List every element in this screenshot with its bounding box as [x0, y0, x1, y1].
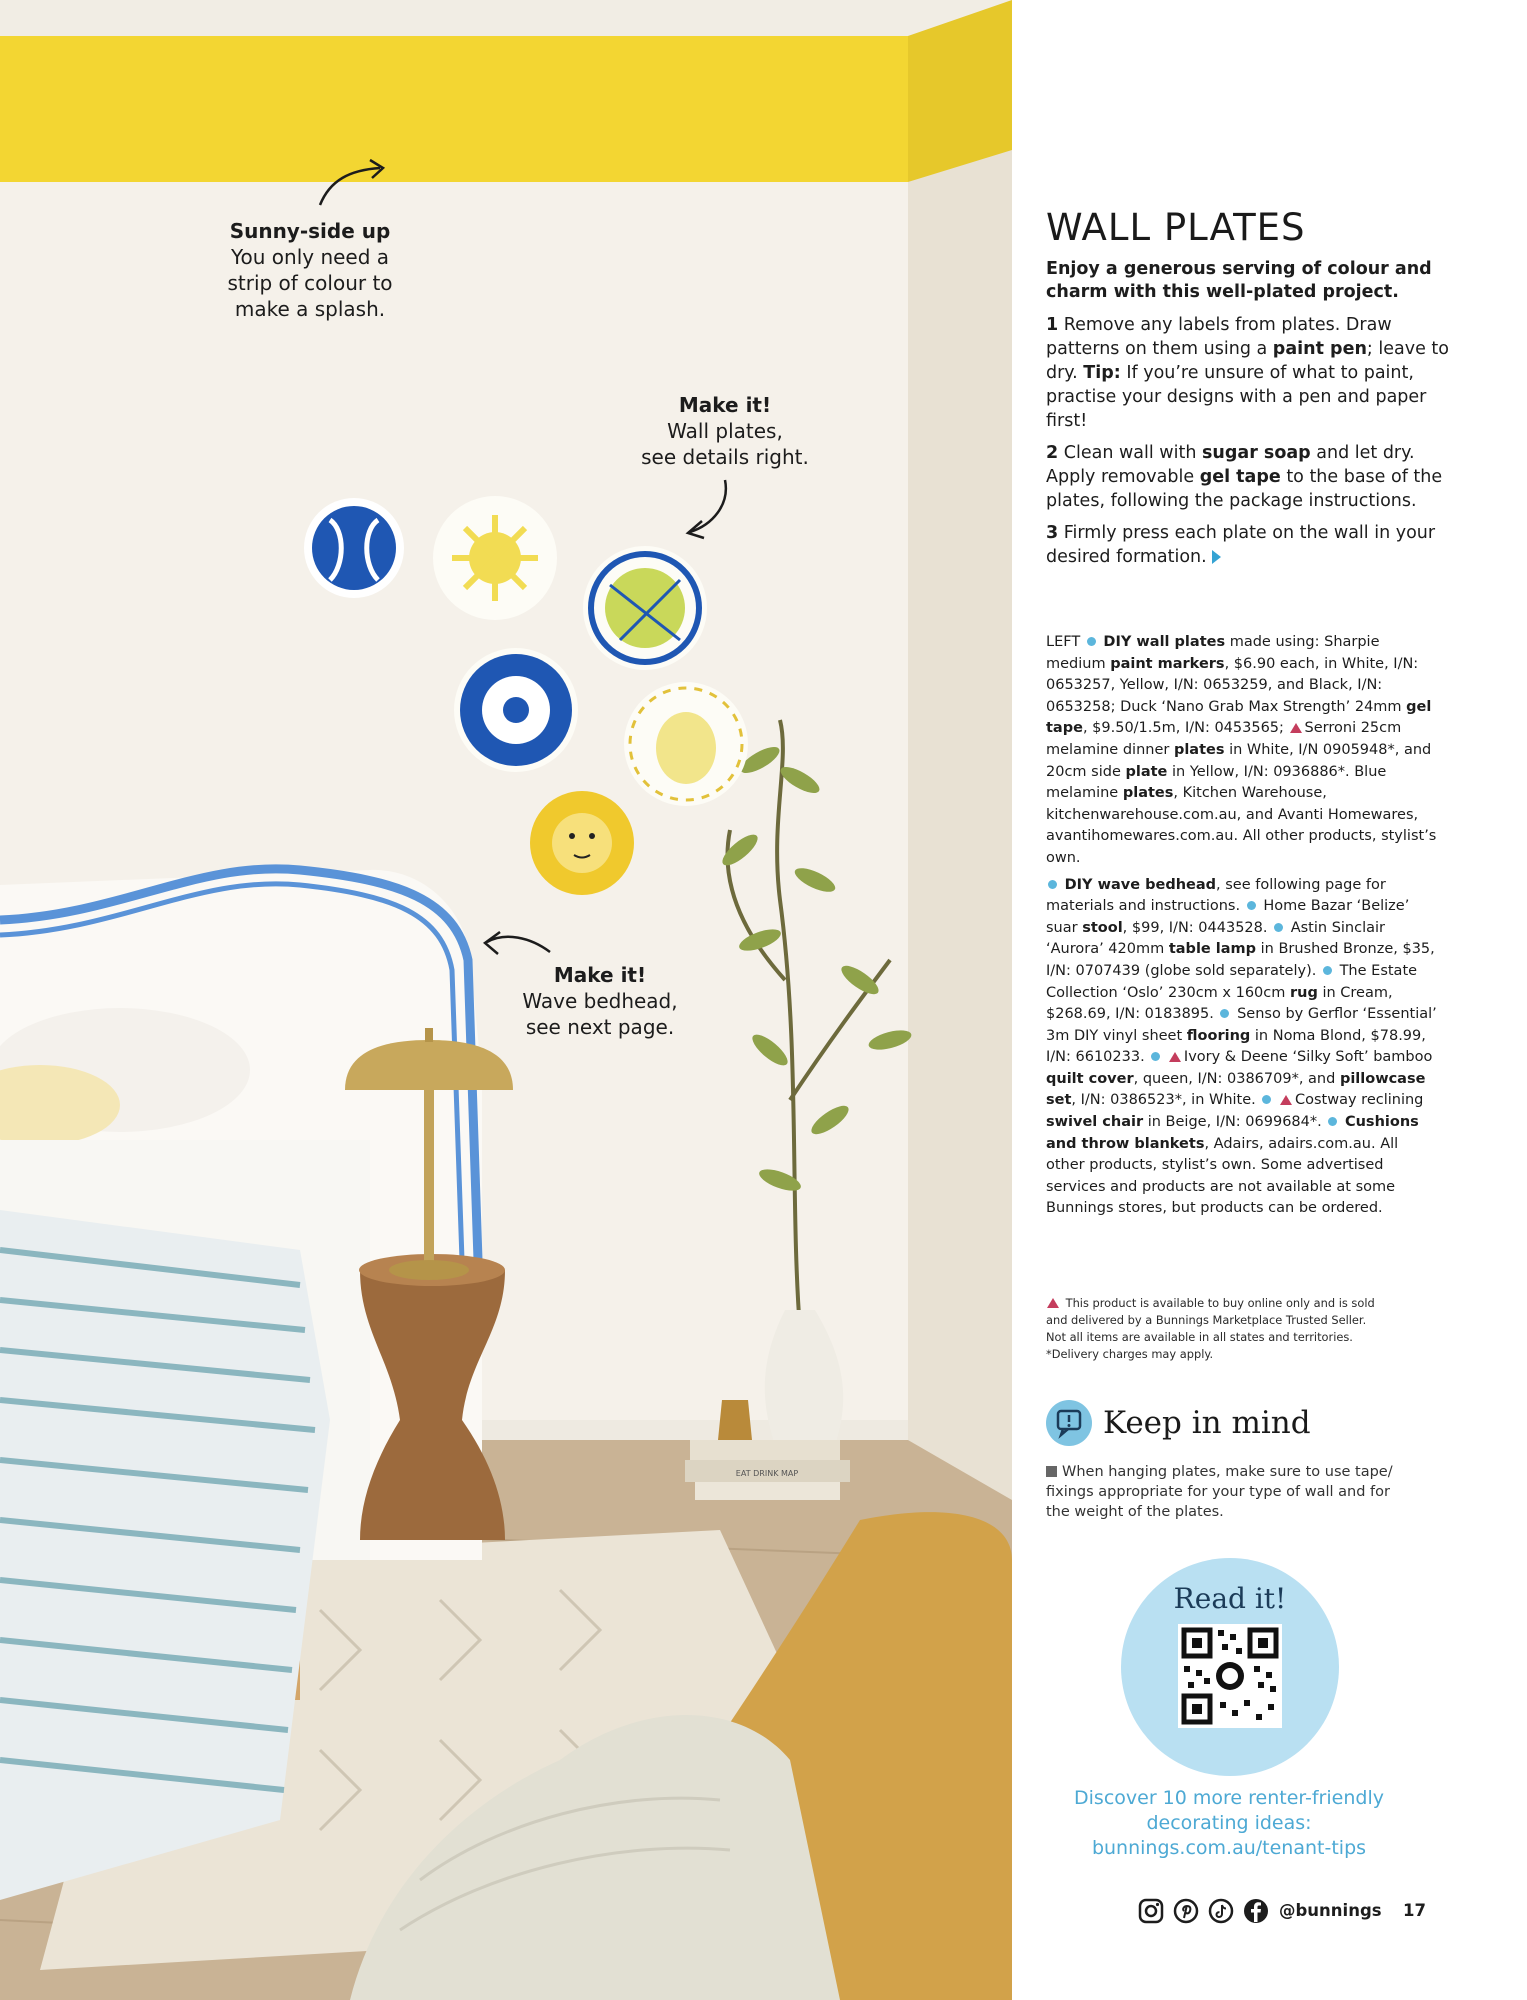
discover-line: decorating ideas:: [1146, 1812, 1312, 1834]
callout-line: strip of colour to: [227, 271, 393, 295]
credit-keyword: gel tape: [1046, 698, 1432, 737]
credit-text: LEFT: [1046, 634, 1085, 650]
credit-text: , I/N: 0386523*, in White.: [1071, 1092, 1261, 1109]
article-column: [1046, 0, 1486, 2000]
callout-make-it-bedhead: [500, 962, 700, 1040]
bunnings-dot-icon: [1323, 966, 1332, 975]
credit-text: , queen, I/N: 0386709*, and: [1133, 1070, 1340, 1087]
discover-more-link[interactable]: [1046, 1786, 1412, 1861]
qr-code[interactable]: [1178, 1624, 1282, 1728]
credits-paragraph-room: [1046, 875, 1441, 1221]
step-number: 3: [1046, 523, 1059, 543]
credit-keyword: rug: [1289, 984, 1318, 1001]
yellow-paint-strip: [0, 36, 908, 182]
bunnings-dot-icon: [1328, 1117, 1337, 1126]
credit-keyword: plate: [1125, 763, 1168, 780]
article-title: WALL PLATES: [1046, 206, 1306, 249]
callout-line: You only need a: [230, 245, 390, 269]
instagram-icon[interactable]: [1138, 1898, 1164, 1924]
credit-text: The Estate Collection ‘Oslo’ 230cm x 160cm: [1046, 962, 1418, 1001]
credit-keyword: table lamp: [1168, 941, 1257, 958]
step-text: If you’re unsure of what to paint, practise your designs with a pen and paper first!: [1046, 363, 1427, 431]
credit-text: in White, I/N 0905948*, and 20cm side: [1046, 741, 1432, 780]
credit-keyword: DIY wall plates: [1103, 634, 1226, 650]
marketplace-triangle-icon: [1280, 1095, 1292, 1105]
square-bullet-icon: [1046, 1466, 1057, 1477]
credit-text: , see following page for materials and instructions.: [1046, 876, 1386, 915]
credit-text: , $6.90 each, in White, I/N: 0653257, Yellow, I/N: 0653259, and Black, I/N: 0653258; Duck ‘Nano Grab Max Strength’ 24mm: [1046, 655, 1419, 715]
credit-text: in Beige, I/N: 0699684*.: [1143, 1114, 1327, 1131]
qr-code-icon: [1178, 1624, 1282, 1728]
credit-text: , Kitchen Warehouse, kitchenwarehouse.com.au, and Avanti Homewares, avantihomewares.com.au. All other products, stylist’s own.: [1046, 785, 1437, 866]
bunnings-dot-icon: [1087, 637, 1096, 646]
credit-text: in Cream, $268.69, I/N: 0183895.: [1046, 984, 1393, 1023]
credit-text: , $9.50/1.5m, I/N: 0453565;: [1082, 720, 1289, 737]
credit-keyword: pillowcase set: [1046, 1070, 1426, 1109]
keep-in-mind-text: [1046, 1462, 1416, 1522]
credit-text: , $99, I/N: 0443528.: [1122, 919, 1273, 936]
credit-text: Serroni 25cm melamine dinner: [1046, 720, 1402, 758]
play-triangle-icon: [1212, 550, 1221, 564]
marketplace-disclaimer: [1046, 1295, 1441, 1363]
step-keyword: sugar soap: [1202, 443, 1311, 463]
step-3: [1046, 521, 1456, 569]
credit-keyword: flooring: [1186, 1027, 1251, 1044]
callout-title: Make it!: [553, 963, 647, 987]
pinterest-icon[interactable]: [1173, 1898, 1199, 1924]
read-it-badge: [1121, 1558, 1339, 1776]
step-keyword: gel tape: [1199, 467, 1281, 487]
credit-keyword: paint markers: [1110, 655, 1225, 672]
callout-line: see next page.: [525, 1015, 675, 1039]
disclaimer-line: *Delivery charges may apply.: [1046, 1347, 1214, 1361]
marketplace-triangle-icon: [1047, 1298, 1059, 1308]
keep-in-mind-body: When hanging plates, make sure to use tape/ fixings appropriate for your type of wall and for the weight of the plates.: [1046, 1464, 1393, 1520]
credit-text: in Noma Blond, $78.99, I/N: 6610233.: [1046, 1027, 1426, 1066]
callout-make-it-plates: [620, 392, 830, 470]
facebook-icon[interactable]: [1243, 1898, 1269, 1924]
step-text: and let dry. Apply removable: [1046, 443, 1415, 487]
instruction-steps: [1046, 313, 1456, 577]
bunnings-dot-icon: [1274, 923, 1283, 932]
credit-text: in Brushed Bronze, $35, I/N: 0707439 (globe sold separately).: [1046, 941, 1435, 979]
disclaimer-text: This product is available to buy online only and is sold: [1065, 1296, 1375, 1310]
discover-url[interactable]: bunnings.com.au/tenant-tips: [1091, 1837, 1367, 1859]
credit-keyword: quilt cover: [1046, 1070, 1134, 1087]
callout-line: see details right.: [641, 445, 809, 469]
credit-text: Astin Sinclair ‘Aurora’ 420mm: [1046, 919, 1385, 958]
bunnings-dot-icon: [1262, 1095, 1271, 1104]
credit-keyword: Cushions and throw blankets: [1046, 1114, 1419, 1152]
credit-text: made using: Sharpie medium: [1046, 634, 1380, 672]
credit-keyword: swivel chair: [1046, 1114, 1144, 1131]
credit-text: , Adairs, adairs.com.au. All other products, stylist’s own. Some advertised services and products are not available at some Bunnings stores, but products can be ordered.: [1046, 1135, 1399, 1217]
book-stack: [690, 1440, 840, 1460]
credit-text: Costway reclining: [1295, 1092, 1424, 1109]
step-tip-label: Tip:: [1083, 363, 1121, 383]
page-number: 17: [1403, 1901, 1426, 1920]
book-spine-text: EAT DRINK MAP: [735, 1469, 799, 1478]
bunnings-dot-icon: [1048, 880, 1057, 889]
credit-keyword: DIY wave bedhead: [1064, 876, 1217, 893]
credit-keyword: plates: [1173, 741, 1225, 758]
social-handle[interactable]: @bunnings: [1279, 1901, 1382, 1920]
disclaimer-line: and delivered by a Bunnings Marketplace Trusted Seller.: [1046, 1313, 1367, 1327]
table-lamp: [424, 1090, 434, 1265]
credit-text: Ivory & Deene ‘Silky Soft’ bamboo: [1183, 1049, 1433, 1066]
step-number: 2: [1046, 443, 1059, 463]
info-speech-bubble-icon: [1046, 1400, 1092, 1446]
step-1: [1046, 313, 1456, 433]
step-text: Firmly press each plate on the wall in your desired formation.: [1046, 523, 1436, 567]
credit-text: Senso by Gerflor ‘Essential’ 3m DIY vinyl sheet: [1046, 1006, 1437, 1044]
step-2: [1046, 441, 1456, 513]
disclaimer-line: [1046, 1295, 1441, 1312]
callout-line: make a splash.: [234, 297, 386, 321]
marketplace-triangle-icon: [1290, 723, 1302, 733]
brass-jug: [718, 1400, 752, 1440]
callout-title: Sunny-side up: [229, 219, 391, 243]
bunnings-dot-icon: [1151, 1052, 1160, 1061]
step-text: Clean wall with: [1058, 443, 1202, 463]
step-text: Remove any labels from plates. Draw patterns on them using a: [1046, 315, 1392, 359]
step-text: to the base of the plates, following the package instructions.: [1046, 467, 1443, 511]
callout-line: Wave bedhead,: [522, 989, 678, 1013]
disclaimer-line: Not all items are available in all states and territories.: [1046, 1330, 1353, 1344]
step-number: 1: [1046, 315, 1059, 335]
credit-keyword: plates: [1122, 785, 1174, 802]
callout-line: Wall plates,: [667, 419, 783, 443]
keep-in-mind-title: Keep in mind: [1103, 1405, 1311, 1441]
credit-text: in Yellow, I/N: 0936886*. Blue melamine: [1046, 763, 1387, 802]
discover-line: Discover 10 more renter-friendly: [1074, 1787, 1384, 1809]
product-credits: [1046, 632, 1441, 1225]
callout-sunny-side-up: [200, 218, 420, 322]
article-intro: Enjoy a generous serving of colour and charm with this well-plated project.: [1046, 259, 1432, 302]
credits-paragraph-left: [1046, 632, 1441, 870]
credit-keyword: stool: [1082, 919, 1123, 936]
step-keyword: paint pen: [1272, 339, 1367, 359]
marketplace-triangle-icon: [1169, 1052, 1181, 1062]
read-it-label: Read it!: [1173, 1582, 1287, 1615]
step-text: ; leave to dry.: [1046, 339, 1449, 383]
callout-title: Make it!: [678, 393, 772, 417]
bunnings-dot-icon: [1220, 1009, 1229, 1018]
page-footer: [1138, 1898, 1478, 1928]
tiktok-icon[interactable]: [1208, 1898, 1234, 1924]
credit-text: Home Bazar ‘Belize’ suar: [1046, 898, 1410, 936]
bunnings-dot-icon: [1247, 901, 1256, 910]
